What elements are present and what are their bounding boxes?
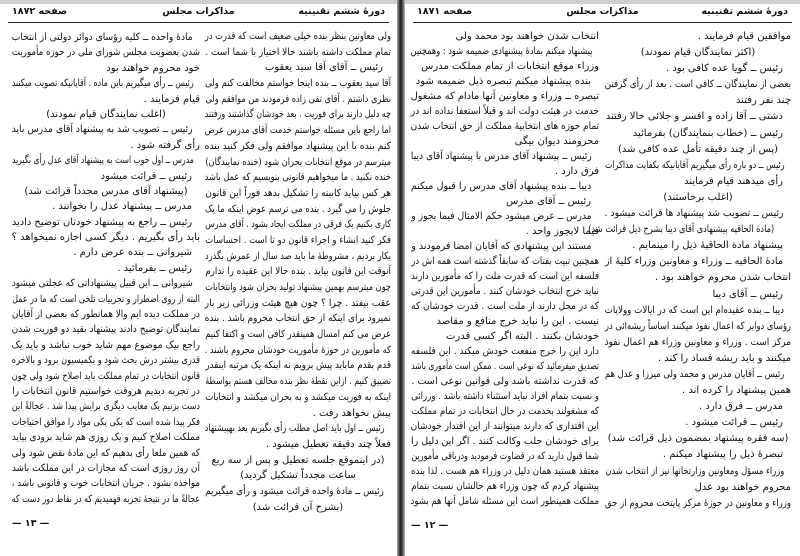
text-line: عرض می کنم امسال همینقدر کافی است و اکتفا کنیم	[205, 329, 391, 341]
text-line: مادهٔ واحده ــ کلیه رؤسای دوائر دولتی از انتخاب	[11, 32, 193, 43]
text-line: هر کس بیاید کابینه را تشکیل بدهد فوراً این قانون	[205, 187, 391, 199]
page-label: صفحه ۱۸۷۱	[417, 6, 473, 17]
proceedings-note: (اکثر نمایندگان قیام نمودند)	[640, 47, 756, 59]
page-number: — ۱۳ —	[12, 518, 50, 529]
text-line: البته از روی اضطرار و تجربیات تلخی است که ما در عمل	[12, 293, 201, 305]
text-line: در مملکت دیده ایم والا همانطور که بعضی از آقایان	[11, 309, 200, 321]
text-line: که مأمورین در حوزهٔ مأموریت خودشان محروم باشند .	[204, 344, 391, 356]
proceedings-note: (بشرح آن قرائت شد)	[252, 501, 344, 513]
text-line: رئیس ــ آقای دیبا	[712, 288, 783, 300]
proceedings-note: (در اینموقع جلسه تعطیل و پس از سه ربع	[211, 454, 385, 466]
text-line: قدری بیشتر درش بحث شود و بکمیسیون برود و بالاخره	[11, 355, 201, 367]
text-line: تمام مملکت داشته باشند حالا اختیار با شما است .	[205, 46, 391, 58]
text-line: عجالةً ما در نتیجهٔ تجربه فهمیدیم که در نقاط دور دست که	[11, 493, 201, 505]
text-line: رئیس ــ پیشنهاد آقای مدرس با پیشنهاد آقای دیبا	[410, 151, 592, 162]
page-number: — ۱۲ —	[411, 520, 449, 531]
text-line: رئیس ــ قرائت میشود	[100, 170, 192, 182]
proceedings-note: (سه فقره پیشنهاد بمضمون ذیل قرائت شد)	[607, 433, 789, 445]
text-line: که در محل دارند از ملت است . قدرت خودشان که	[411, 301, 599, 312]
header-rule	[413, 22, 792, 23]
text-line: راجع بیک موضوع مهم شاید خوب نباشد و باید یک	[11, 339, 200, 351]
text-line: انتخاب شدن خواهند بود محمد ولی	[455, 31, 599, 42]
text-line: مملکت اصلاح کنیم و یک روزی هم شاید بزودی بیاید	[11, 432, 200, 444]
text-column-right	[205, 29, 391, 515]
text-line: چون میترسم بهمین پیشنهاد تولید بحران شود وانتخابات	[205, 282, 391, 293]
proceedings-note: (پس از چند دقیقه تأمل عده کافی شد)	[617, 143, 779, 155]
text-line: این اقتداری که دارند میتوانند از این اقتدار خودشان	[410, 421, 599, 432]
text-line: رئیس ــ رأی میگیریم باین ماده . آقایانیکه تصویب میکنند	[11, 78, 194, 90]
proceedings-note: ساعت مجدداً تشکیل گردید)	[240, 470, 356, 482]
text-line: مدرس ــ فرق دارد .	[699, 401, 783, 413]
text-line: در تجربه دیدیم هروقت خواستیم قانون انتخابات را	[12, 385, 201, 397]
text-line: چند نفر رفتند	[735, 95, 791, 107]
text-line: موافقین قیام فرمایند .	[697, 31, 791, 42]
text-line: مدرس ــ پیشنهاد عدل را بخوانند .	[52, 201, 192, 213]
proceedings-note: (اغلب برخاستند)	[663, 191, 733, 203]
text-line: رئیس ــ مادهٔ واحده قرائت میشود و رأی میگیریم	[205, 485, 384, 497]
text-line: رئیس ــ راجع به پیشنهاد خودتان توضیح دادید	[11, 216, 193, 228]
header-session: دورهٔ ششم تقنینیه	[298, 6, 385, 17]
text-line: جلوش را می گیرد . بنده می ترسم عوض اینکه ما یک	[204, 203, 391, 215]
text-line: وزراء موقع انتخابات از تمام مملکت مدرس	[421, 61, 599, 72]
page-header	[413, 6, 792, 20]
text-line: فکر کنید انشاء و اجراء قانون دو تا است . احساسات	[205, 234, 391, 246]
text-line: که مشغولند بخدمت در حال انتخابات در تمام مملکت	[411, 406, 599, 417]
text-column-right	[588, 29, 791, 512]
text-line: پیشنهاد مادة الحاقیهٔ ذیل را مینمایم .	[632, 240, 783, 252]
right-page	[405, 0, 800, 556]
text-line: دیبا ــ بنده عقیده‌ام این است که در ایالات وولایات	[604, 304, 785, 316]
text-line: اینکه به فوریت میکشد و به بحران میکشد و انتخابات	[205, 391, 391, 403]
header-title: مذاکرات مجلس	[566, 6, 639, 17]
text-line: بنده پیشنهاد میکنم تبصره ذیل ضمیمه شود	[415, 76, 591, 87]
text-line: عقب بیفتد . چرا ؟ چون هیچ هیئت وزرائی زیر بار	[204, 297, 391, 309]
text-line: خودشان بکنند . البته اگر کسی قدرت	[446, 331, 599, 342]
text-line: بکار بردیم ، مشروطهٔ ما باید صد سال از عمرش بگذرد	[205, 250, 391, 262]
text-line: برای خودشان جلب وکالت کنند . اگر این دلیل را	[411, 436, 599, 447]
text-line: تضییق کنیم . ازاین نقطهٔ نظر بنده مخالف هستم بواسطهٔ	[205, 376, 391, 388]
text-line: و نسبت بتمام افراد نباید استثناء داشته باشد . وزرائی	[411, 391, 599, 402]
text-line: باید رأی بگیریم . دیگر کسی اجازه نمیخواهد ؟	[11, 232, 200, 244]
text-line: تبصرهٔ ذیل را پیشنهاد میکنم .	[662, 449, 783, 461]
text-line: مرکز است . وزراء و معاونین وزراء هم اعمال نفوذ	[604, 336, 791, 348]
text-line: محرومند دیوان بیگی	[514, 136, 599, 147]
text-line: خنده نکنید . ما میخواهیم قانونی بنویسیم که عمل باشد	[204, 172, 391, 184]
page-header	[8, 6, 389, 20]
text-column-left	[411, 29, 599, 509]
text-line: رؤسای دوایر که اعمال نفوذ میکنند اساساً ریشه‌ائی در	[605, 320, 791, 332]
text-line: قدم بقدم ماباید پیش برویم نه اینکه یک مرتبه اینقدر	[205, 360, 391, 372]
proceedings-note: (پیشنهاد آقای مدرس مجدداً قرائت شد)	[24, 185, 188, 197]
text-line: میکنند و باید ریشه فساد را کند .	[657, 352, 791, 364]
text-line: تمام حوزه های انتخابیهٔ مملکت از حق انتخاب شدن	[410, 121, 599, 132]
text-line: نمیرود برای اینکه از حق انتخاب محروم باشد . بنده	[204, 313, 391, 325]
text-line: آن روز روزی است که مجازات در این مملکت باشد	[11, 462, 201, 474]
text-line: فلسفه این است که قدرت ملت را که مأمورین دارند	[411, 271, 599, 282]
left-page	[0, 0, 397, 556]
text-line: پیشنهاد کردم که چون وزراء هم حالشان نسبت بتمام	[411, 481, 599, 492]
text-line: قانون انتخابات در تمام مملکت باید اصلاح شود ولی چون	[11, 370, 200, 382]
text-column-left	[12, 30, 200, 507]
text-line: مواخذه بشود . جریان انتخابات خوب و قانونی باشد ،	[11, 478, 200, 490]
text-line: رئیس ــ تصویب شد به پیشنهاد آقای مدرس باید	[11, 124, 193, 136]
text-line: فرق دارد .	[554, 166, 599, 177]
text-line: پیش نخواهد رفت .	[312, 407, 391, 419]
text-line: رئیس ــ تصویب شد پیشنهاد ها قرائت میشود .	[604, 208, 784, 220]
text-line: همچنین تبیت بفتات که سابقاً گذشته است همه اش در	[411, 256, 599, 267]
text-line: رئیس ــ بفرمائید .	[117, 262, 192, 274]
text-line: تبصره ــ وزراء و معاونین آنها مادام که مشغول	[410, 91, 599, 102]
text-line: دشتی ــ آقا زاده و افسر و جلائی حالا رفتند	[605, 111, 783, 123]
text-line: رئیس ــ آقای مدرس	[506, 196, 591, 207]
text-line: وزراء و معاونین در حوزهٔ مرکز پایتخت محروم از حق	[604, 497, 791, 509]
text-line: رأی گرفته شود .	[130, 139, 200, 151]
header-rule	[8, 22, 389, 23]
text-line: رئیس ــ (خطاب بنمایندگان) بفرمائید	[632, 127, 783, 139]
text-line: آقا سید یعقوب ــ بنده اینجا خواستم مخالفت کنم ولی	[205, 78, 391, 90]
text-line: مملکت همینطور است این مسئله شامل آنها هم بشود	[410, 496, 599, 507]
text-line: بعضی از نمایندگان ــ کافی است . بعد از رأی گرفتن	[604, 79, 791, 91]
text-line: دیبا ــ بنده پیشنهاد آقای مدرس را قبول میکنم	[410, 181, 592, 192]
text-line: انتخاب شدن محروم خواهند بود .	[655, 272, 791, 284]
text-line: محروم خواهند بود عدل	[694, 481, 791, 493]
text-line: نمایندگان توضیح دادند پیشنهاد بقید دو فوریت شدن	[11, 324, 201, 336]
proceedings-note: (مادة الحاقیه پیشنهادی آقای دیبا بشرح ذیل قرائت شد)	[588, 224, 775, 236]
text-line: دارد این را خرج منفعت خودش میکند . این فلسفه	[410, 346, 599, 357]
text-line: تصدیق میفرمائید که نوعی است . ممکن است مأموری باشد	[411, 361, 599, 372]
text-line: خود محروم خواهند بود	[106, 62, 200, 74]
text-line: رئیس ــ گویا عده کافی بود .	[665, 63, 783, 75]
text-line: شدن بعضویت مجلس شورای ملی در حوزه مأموریت	[11, 47, 200, 59]
text-line: خدمت در هیئت دولت اند و قبلاً استعفا نداده اند در	[410, 106, 599, 117]
text-line: رئیس ــ آقای آقا سید یعقوب	[264, 62, 383, 74]
header-session: دورهٔ ششم تقنینیه	[701, 6, 788, 17]
text-line: رئیس ــ قرائت میشود .	[685, 417, 783, 429]
text-line: قیام فرمایند .	[143, 93, 200, 105]
text-line: که قدرت نداشته باشد ولی قوانین نوعی است .	[411, 376, 599, 387]
text-line: فکر پیدا شده است که یکی یکی مواد را موافق احتیاجات	[11, 416, 201, 428]
text-line: چه دلیل دارند برای فوریت . بعد خودشان گذاشتند ورفتند	[204, 109, 391, 121]
text-line: نباید خرج انتخاب خودشان کنند . مأمورین این قدرتی	[411, 286, 599, 297]
text-line: معتقد هستید همان دلیل در وزراء هم هست . لذا بنده	[411, 466, 599, 477]
text-line: فیما لایجوز واحد .	[525, 226, 599, 237]
text-line: مدرس ــ اول خوب است به پیشنهاد آقای عدل رأی بگیرید	[11, 155, 194, 167]
proceedings-note: (اغلب نمایندگان قیام نمودند)	[46, 108, 166, 120]
text-line: وزراء مسؤل ومعاونین وزارتخانها نیز از انتخاب شدن	[605, 465, 785, 477]
text-line: شما قبول دارید که در قضاوت فرمودید ودرباقی مأمورین	[411, 451, 599, 462]
text-line: رئیس ــ اول باید اصل مطلب رأی بگیریم بعد بهپیشنهاد	[204, 423, 385, 435]
text-line: پیشنهاد میکنم بمادهٔ پیشنهادی ضمیمه شود : وهمچنین	[410, 46, 593, 57]
text-line: رئیس ــ آقایان مدرس و محمد ولی میرزا و عدل هم	[604, 368, 785, 380]
text-line: میترسم در موقع انتخابات بحران شود (خنده نمایندگان)	[205, 156, 391, 168]
text-line: آنوقت این قانون بیاید . بنده حالا این عقیده را ندارم	[205, 266, 391, 278]
text-line: نیست . این را نباید خرج منافع و مقاصد	[436, 316, 599, 327]
header-title: مذاکرات مجلس	[162, 6, 235, 17]
text-line: مادهٔ الحاقیه ــ وزراء و معاونین وزراء کلیهٔ از	[604, 256, 784, 268]
text-line: کاری بکنیم یک فرقی در مملکت ایجاد بشود . آقای مدرس	[205, 219, 391, 231]
text-line: رأی میدهند قیام فرمایند	[684, 175, 783, 187]
text-line: ولی معاونین بنظر بنده خیلی ضعیف است که قدرت در	[204, 31, 391, 42]
text-line: دست بزنیم یک معایب دیگری برایش پیدا شد . عجالةً این	[11, 401, 201, 413]
book-gutter	[397, 0, 405, 556]
text-line: کنم بنده با این پیشنهاد موافقم ولی فکر کنید بنده	[204, 140, 391, 152]
page-label: صفحه ۱۸۷۲	[12, 6, 68, 17]
text-line: که همین ملعا رأی بدهیم که این مادهٔ نقض شود ولی	[11, 447, 200, 459]
text-line: رئیس ــ دو باره رأی میگیریم آقایانیکه بکفایت مذاکرات	[604, 159, 785, 171]
text-line: اما راجع باین مسئله خواستم خدمت آقای مدرس عرض	[204, 125, 391, 137]
text-line: نظری داشتم . آقای تقی زاده فرمودند من موافقم ولی	[205, 93, 391, 105]
text-line: فعلاً چند دقیقه تعطیل میشود .	[265, 438, 391, 450]
text-line: شیروانی ــ بنده عرض دارم .	[73, 247, 192, 259]
text-line: همین پیشنهاد را کرده اند .	[682, 385, 791, 397]
text-line: مدرس ــ عرض میشود حکم الامثال فیما یجوز و	[411, 211, 592, 222]
text-line: مستند این پیشنهادی که آقایان امضا فرمودند و	[411, 241, 592, 252]
text-line: شیروانی ــ این قبیل پیشنهاداتی که عجلتی میشود	[11, 278, 193, 290]
